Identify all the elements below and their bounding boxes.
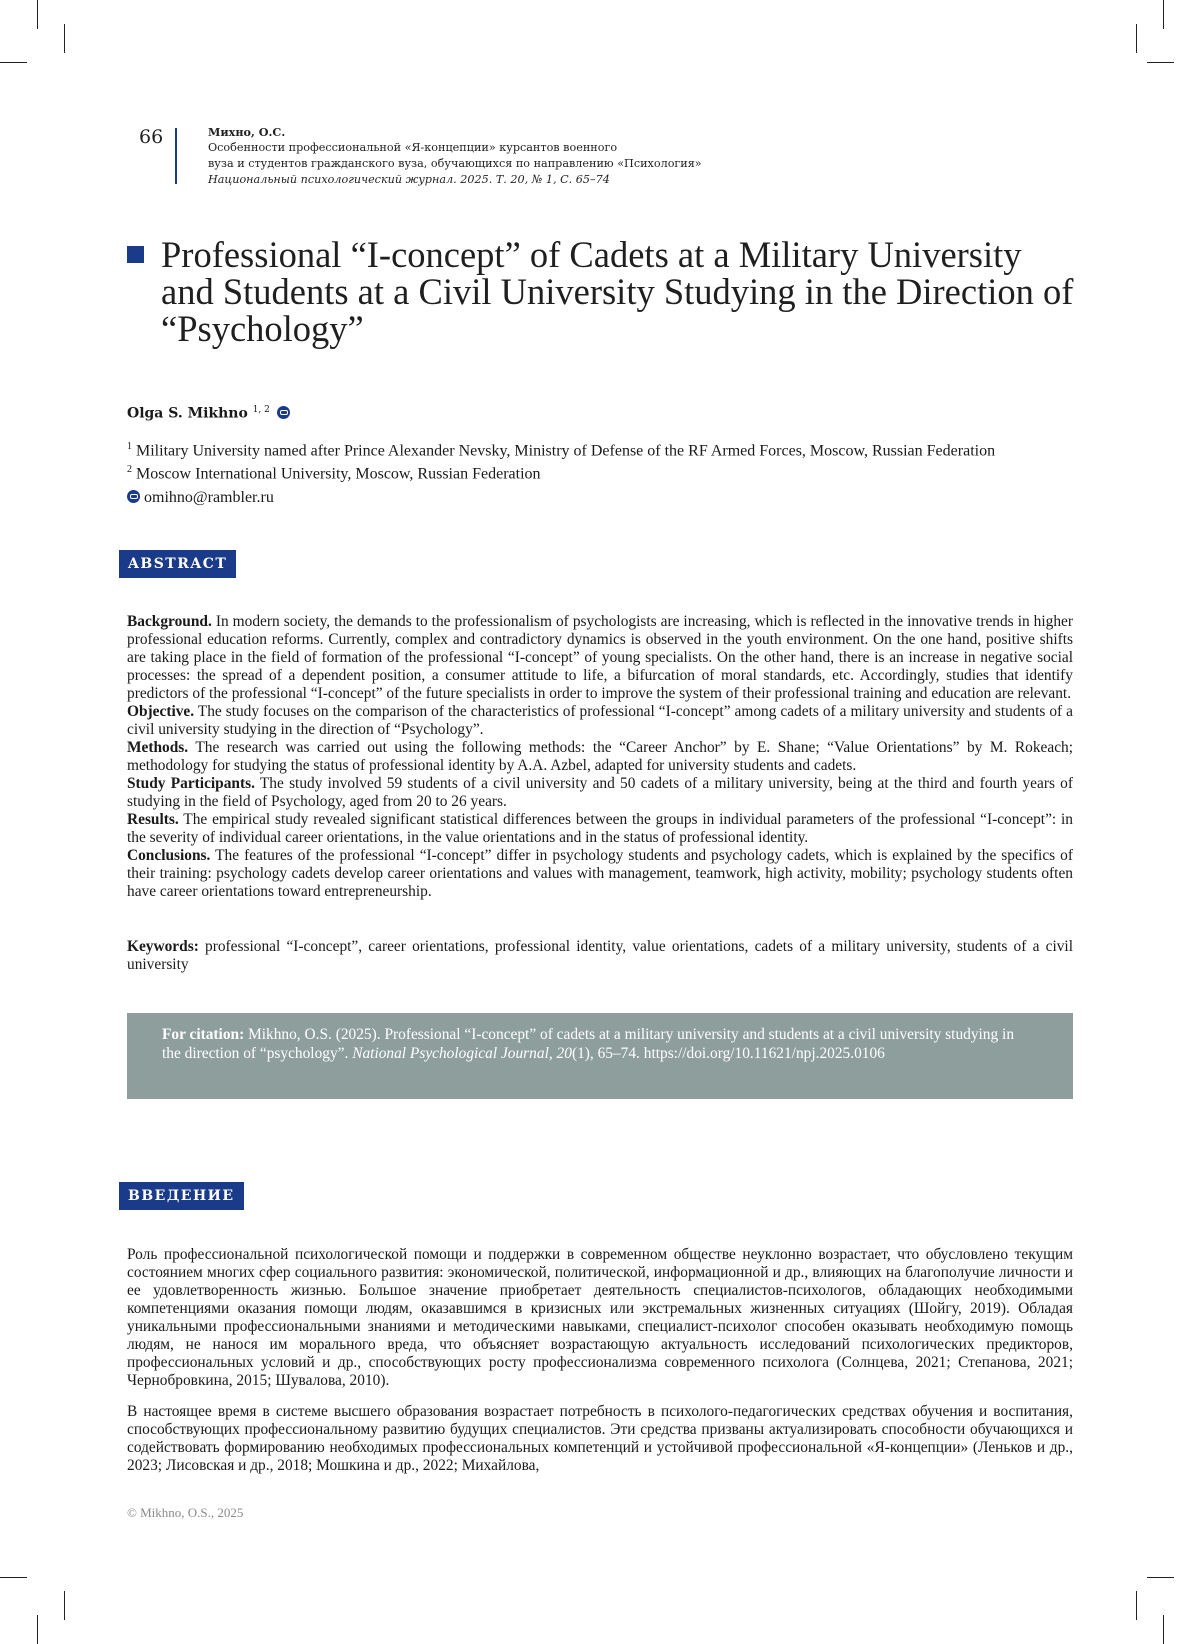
crop-mark	[0, 1577, 27, 1578]
abstract-methods: Methods. The research was carried out using the following methods: the “Career Anchor” by E. Shane; “Value Orientations” by M. Rokeach; methodology for studying the status of professional identity by A.A. Azbel, adapted for university students and cadets.	[127, 739, 1073, 775]
abstract-background: Background. In modern society, the demands to the professionalism of psychologists are increasing, which is reflected in the innovative trends in higher professional education reforms. Currently, complex and contradictory dynamics is observed in the youth environment. On the one hand, positive shifts are taking place in the field of formation of the professional “I-concept” of young specialists. On the other hand, there is an increase in negative social processes: the spread of a dependent position, a consumer attitude to life, a bifurcation of moral standards, etc. Accordingly, studies that identify predictors of the professional “I-concept” of the future specialists in order to improve the system of their professional training and education are relevant.	[127, 613, 1073, 703]
crop-mark	[1136, 1591, 1137, 1620]
author-line	[127, 405, 290, 422]
crop-mark	[1163, 1615, 1164, 1644]
contact-email	[127, 489, 274, 507]
title-marker-icon	[127, 246, 144, 263]
crop-mark	[37, 0, 38, 29]
intro-heading: ВВЕДЕНИЕ	[119, 1182, 244, 1210]
header-author: Михно, О.С.	[208, 124, 768, 140]
email-icon[interactable]	[277, 406, 290, 419]
header-title-line: Особенности профессиональной «Я-концепции» курсантов военного	[208, 140, 768, 156]
citation-box	[127, 1013, 1073, 1099]
abstract-results: Results. The empirical study revealed significant statistical differences between the groups in individual parameters of the professional “I-concept”: in the severity of individual career orientations, in the value orientations and in the status of professional identity.	[127, 811, 1073, 847]
keywords: Keywords: professional “I-concept”, career orientations, professional identity, value orientations, cadets of a military university, students of a civil university	[127, 938, 1073, 974]
crop-mark	[0, 62, 27, 63]
crop-mark	[64, 1591, 65, 1620]
copyright: © Mikhno, O.S., 2025	[127, 1505, 243, 1521]
header-divider	[175, 128, 177, 184]
email-icon	[127, 490, 140, 503]
crop-mark	[1136, 24, 1137, 53]
citation-text: For citation: Mikhno, O.S. (2025). Professional “I-concept” of cadets at a military university and students at a civil university studying in the direction of “psychology”. National Psychological Journal, 20(1), 65–74. https://doi.org/10.11621/npj.2025.0106	[162, 1025, 1032, 1063]
crop-mark	[1147, 62, 1174, 63]
affiliation-item: 1 Military University named after Prince Alexander Nevsky, Ministry of Defense of the RF Armed Forces, Moscow, Russian Federation	[127, 437, 1087, 460]
article-title: Professional “I-concept” of Cadets at a Military University and Students at a Civil University Studying in the Direction of “Psychology”	[161, 236, 1081, 347]
author-name: Olga S. Mikhno	[127, 406, 248, 422]
crop-mark	[1163, 0, 1164, 29]
author-affiliation-marks: 1, 2	[253, 405, 270, 415]
email-link[interactable]: omihno@rambler.ru	[144, 489, 274, 506]
intro-paragraph: Роль профессиональной психологической помощи и поддержки в современном обществе неуклонно возрастает, что обусловлено текущим состоянием многих сфер социального развития: экономической, политической, информационной и др., влияющих на благополучие личности и ее удовлетворенность жизнью. Большое значение приобретает деятельность специалистов-психологов, обладающих необходимыми компетенциями оказания помощи людям, оказавшимся в кризисных или экстремальных жизненных ситуациях (Шойгу, 2019). Обладая уникальными профессиональными знаниями и методическими навыками, специалист-психолог способен оказывать необходимую помощь людям, не нанося им морального вреда, что объясняет возрастающую актуальность исследований психологических предикторов, профессиональных условий и др., способствующих росту профессионализма современного психолога (Солнцева, 2021; Степанова, 2021; Чернобровкина, 2015; Шувалова, 2010).	[127, 1246, 1073, 1390]
crop-mark	[64, 24, 65, 53]
page-number: 66	[139, 126, 163, 148]
crop-mark	[1147, 1577, 1174, 1578]
abstract-body	[127, 613, 1073, 901]
header-journal: Национальный психологический журнал. 2025. Т. 20, № 1, С. 65–74	[208, 172, 768, 188]
intro-paragraph: В настоящее время в системе высшего образования возрастает потребность в психолого-педагогических средствах обучения и воспитания, способствующих профессиональному развитию будущих специалистов. Эти средства призваны актуализировать способности обучающихся и содействовать формированию необходимых профессиональных компетенций и устойчивой профессиональной «Я-концепции» (Леньков и др., 2023; Лисовская и др., 2018; Мошкина и др., 2022; Михайлова,	[127, 1403, 1073, 1475]
abstract-heading: ABSTRACT	[119, 550, 236, 578]
header-title-line: вуза и студентов гражданского вуза, обучающихся по направлению «Психология»	[208, 156, 768, 172]
affiliations	[127, 437, 1087, 484]
abstract-participants: Study Participants. The study involved 59 students of a civil university and 50 cadets of a military university, being at the third and fourth years of studying in the field of Psychology, aged from 20 to 26 years.	[127, 775, 1073, 811]
abstract-objective: Objective. The study focuses on the comparison of the characteristics of professional “I-concept” among cadets of a military university and students of a civil university studying in the direction of “Psychology”.	[127, 703, 1073, 739]
intro-body	[127, 1246, 1073, 1488]
crop-mark	[37, 1615, 38, 1644]
header-citation	[208, 124, 768, 188]
affiliation-item: 2 Moscow International University, Moscow, Russian Federation	[127, 460, 1087, 483]
abstract-conclusions: Conclusions. The features of the professional “I-concept” differ in psychology students and psychology cadets, which is explained by the specifics of their training: psychology cadets develop career orientations and values with management, teamwork, high activity, mobility; psychology students often have career orientations toward entrepreneurship.	[127, 847, 1073, 901]
